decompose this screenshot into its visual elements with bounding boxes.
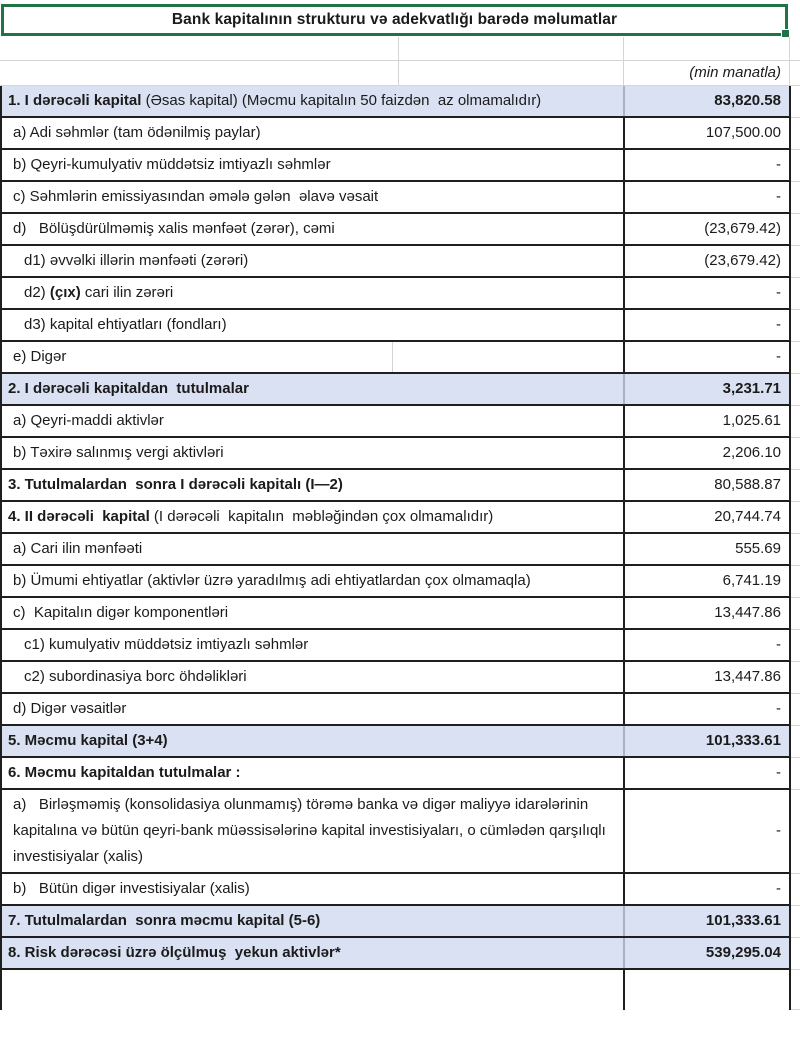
row-value-cell[interactable]: 13,447.86 [714, 668, 781, 685]
row-gridline-stub [791, 149, 800, 150]
row-label-text: b) Təxirə salınmış vergi aktivləri [13, 444, 224, 461]
row-value-cell[interactable]: (23,679.42) [704, 252, 781, 269]
row-label-text: c1) kumulyativ müddətsiz imtiyazlı səhmlər [24, 636, 309, 653]
row-value-cell[interactable]: - [776, 316, 781, 333]
row-value-cell[interactable]: - [776, 284, 781, 301]
table-row [2, 438, 789, 470]
row-gridline-stub [791, 501, 800, 502]
row-label-text: e) Digər [13, 348, 67, 365]
table-row [2, 86, 789, 118]
row-label-cell[interactable] [2, 118, 625, 148]
row-label-cell[interactable] [2, 598, 625, 628]
row-label-text: (Əsas kapital) (Məcmu kapitalın 50 faizdən az olmamalıdır) [145, 92, 542, 109]
capital-table [0, 86, 791, 1010]
row-gridline-stub [791, 725, 800, 726]
row-label-text: 1. I dərəcəli kapital [8, 92, 146, 109]
row-gridline-stub [791, 533, 800, 534]
row-value-cell[interactable]: 20,744.74 [714, 508, 781, 525]
row-gridline-stub [791, 245, 800, 246]
row-gridline-stub [791, 905, 800, 906]
row-gridline-stub [791, 873, 800, 874]
row-label-text: 6. Məcmu kapitaldan tutulmalar : [8, 764, 241, 781]
row-gridline-stub [791, 117, 800, 118]
row-value-cell[interactable]: 101,333.61 [705, 912, 781, 929]
row-value-cell[interactable]: - [776, 188, 781, 205]
row-gridline-stub [791, 213, 800, 214]
row-label-cell[interactable] [2, 906, 625, 936]
table-row [2, 470, 789, 502]
row-gridline-stub [791, 309, 800, 310]
row-label-cell[interactable] [2, 758, 625, 788]
row-label-cell[interactable] [2, 566, 625, 596]
table-row [2, 694, 789, 726]
row-label-cell[interactable] [2, 502, 625, 532]
row-value-cell[interactable]: - [776, 700, 781, 717]
row-label-cell[interactable] [2, 938, 625, 968]
table-row [2, 874, 789, 906]
row-label-cell[interactable] [2, 182, 625, 212]
row-label-text: a) Qeyri-maddi aktivlər [13, 412, 164, 429]
row-gridline-stub [791, 661, 800, 662]
row-gridline-stub [791, 437, 800, 438]
cell-gridline [392, 342, 393, 372]
table-row [2, 534, 789, 566]
row-value-cell[interactable]: 13,447.86 [714, 604, 781, 621]
row-label-cell[interactable] [2, 470, 625, 500]
row-value-cell[interactable]: 2,206.10 [722, 444, 781, 461]
unit-note-cell[interactable]: (min manatla) [689, 64, 781, 81]
row-label-cell[interactable] [2, 662, 625, 692]
column-gridline [398, 37, 399, 86]
row-label-text: c) Kapitalın digər komponentləri [13, 604, 229, 621]
row-gridline-stub [791, 1009, 800, 1010]
row-value-cell[interactable]: 539,295.04 [705, 944, 781, 961]
row-value-cell[interactable]: - [776, 156, 781, 173]
row-label-text: (I dərəcəli kapitalın məbləğindən çox olmamalıdır) [153, 508, 494, 525]
table-row [2, 374, 789, 406]
row-label-cell[interactable] [2, 874, 625, 904]
row-value-cell[interactable]: 101,333.61 [705, 732, 781, 749]
table-row [2, 790, 789, 874]
row-label-text: c2) subordinasiya borc öhdəlikləri [24, 668, 247, 685]
row-label-cell[interactable] [2, 694, 625, 724]
row-label-cell[interactable] [2, 406, 625, 436]
row-label-text: d) Bölüşdürülməmiş xalis mənfəət (zərər), cəmi [13, 220, 335, 237]
row-label-text: 4. II dərəcəli kapital [8, 508, 154, 525]
row-label-text: d3) kapital ehtiyatları (fondları) [24, 316, 227, 333]
row-label-cell[interactable] [2, 630, 625, 660]
table-row [2, 342, 789, 374]
empty-grid-row [0, 37, 800, 61]
row-label-cell[interactable] [2, 86, 625, 116]
row-gridline-stub [791, 937, 800, 938]
row-label-cell[interactable] [2, 438, 625, 468]
row-value-cell[interactable]: 3,231.71 [722, 380, 781, 397]
title-cell[interactable] [1, 4, 788, 36]
row-label-text: a) Adi səhmlər (tam ödənilmiş paylar) [13, 124, 261, 141]
table-row [2, 214, 789, 246]
table-row [2, 938, 789, 970]
row-label-cell[interactable] [2, 150, 625, 180]
row-gridline-stub [791, 405, 800, 406]
row-label-text: b) Ümumi ehtiyatlar (aktivlər üzrə yaradılmış adi ehtiyatlardan çox olmamaqla) [13, 572, 531, 589]
row-value-cell[interactable] [625, 988, 789, 992]
row-label-cell[interactable] [2, 310, 625, 340]
row-label-text: b) Qeyri-kumulyativ müddətsiz imtiyazlı səhmlər [13, 156, 331, 173]
table-row [2, 310, 789, 342]
table-row [2, 246, 789, 278]
row-value-cell[interactable]: - [776, 764, 781, 781]
table-row [2, 502, 789, 534]
column-gridline [789, 37, 790, 86]
row-gridline-stub [791, 565, 800, 566]
row-value-cell[interactable]: 555.69 [735, 540, 781, 557]
row-value-cell[interactable]: 6,741.19 [722, 572, 781, 589]
table-row [2, 662, 789, 694]
row-value-cell[interactable]: 80,588.87 [714, 476, 781, 493]
row-label-text: a) Cari ilin mənfəəti [13, 540, 143, 557]
row-label-text: d2) [24, 284, 50, 301]
row-label-text: a) Birləşməmiş (konsolidasiya olunmamış) törəmə banka və digər maliyyə idarələrinin kapitalına və bütün qeyri-bank müəssisələrinə kapital investisiyaları, o cümlədən qarşılıqlı investisiyalar (xalis) [13, 796, 610, 865]
table-row [2, 598, 789, 630]
row-label-cell[interactable] [2, 970, 625, 1010]
row-value-cell[interactable]: - [776, 880, 781, 897]
row-label-cell[interactable] [2, 214, 625, 244]
row-label-cell[interactable] [2, 342, 625, 372]
table-row [2, 906, 789, 938]
table-row [2, 970, 789, 1010]
table-row [2, 726, 789, 758]
row-label-cell[interactable] [2, 534, 625, 564]
row-value-cell[interactable]: 83,820.58 [714, 92, 781, 109]
row-value-cell[interactable]: 107,500.00 [705, 124, 781, 141]
row-label-text: 7. Tutulmalardan sonra məcmu kapital (5-6) [8, 912, 321, 929]
row-value-cell[interactable]: 1,025.61 [722, 412, 781, 429]
row-label-cell[interactable] [2, 374, 625, 404]
row-gridline-stub [791, 629, 800, 630]
row-gridline-stub [791, 969, 800, 970]
row-gridline-stub [791, 597, 800, 598]
row-label-text: d1) əvvəlki illərin mənfəəti (zərəri) [24, 252, 249, 269]
row-value-cell[interactable]: - [776, 636, 781, 653]
table-row [2, 278, 789, 310]
page-title: Bank kapitalının strukturu və adekvatlığı barədə məlumatlar [171, 11, 618, 28]
row-label-text: 8. Risk dərəcəsi üzrə ölçülmuş yekun aktivlər* [8, 944, 341, 961]
table-row [2, 630, 789, 662]
row-label-text: 3. Tutulmalardan sonra I dərəcəli kapitalı (I—2) [8, 476, 343, 493]
row-gridline-stub [791, 341, 800, 342]
row-gridline-stub [791, 373, 800, 374]
table-row [2, 118, 789, 150]
row-label-text: c) Səhmlərin emissiyasından əmələ gələn əlavə vəsait [13, 188, 379, 205]
row-label-text: (çıx) [49, 284, 81, 301]
row-label-text: b) Bütün digər investisiyalar (xalis) [13, 880, 250, 897]
row-label-text: 5. Məcmu kapital (3+4) [8, 732, 168, 749]
row-gridline-stub [791, 789, 800, 790]
row-value-cell[interactable]: (23,679.42) [704, 220, 781, 237]
row-gridline-stub [791, 693, 800, 694]
row-label-cell[interactable] [2, 790, 625, 872]
row-gridline-stub [791, 469, 800, 470]
row-label-text: d) Digər vəsaitlər [13, 700, 127, 717]
row-value-cell[interactable]: - [776, 822, 781, 839]
table-row [2, 406, 789, 438]
row-label-text: 2. I dərəcəli kapitaldan tutulmalar [8, 380, 249, 397]
table-row [2, 150, 789, 182]
row-label-text: cari ilin zərəri [80, 284, 174, 301]
table-row [2, 182, 789, 214]
row-gridline-stub [791, 277, 800, 278]
row-gridline-stub [791, 757, 800, 758]
row-gridline-stub [791, 181, 800, 182]
row-label-cell[interactable] [2, 726, 625, 756]
table-row [2, 758, 789, 790]
row-label-cell[interactable] [2, 278, 625, 308]
row-label-cell[interactable] [2, 246, 625, 276]
row-value-cell[interactable]: - [776, 348, 781, 365]
table-row [2, 566, 789, 598]
